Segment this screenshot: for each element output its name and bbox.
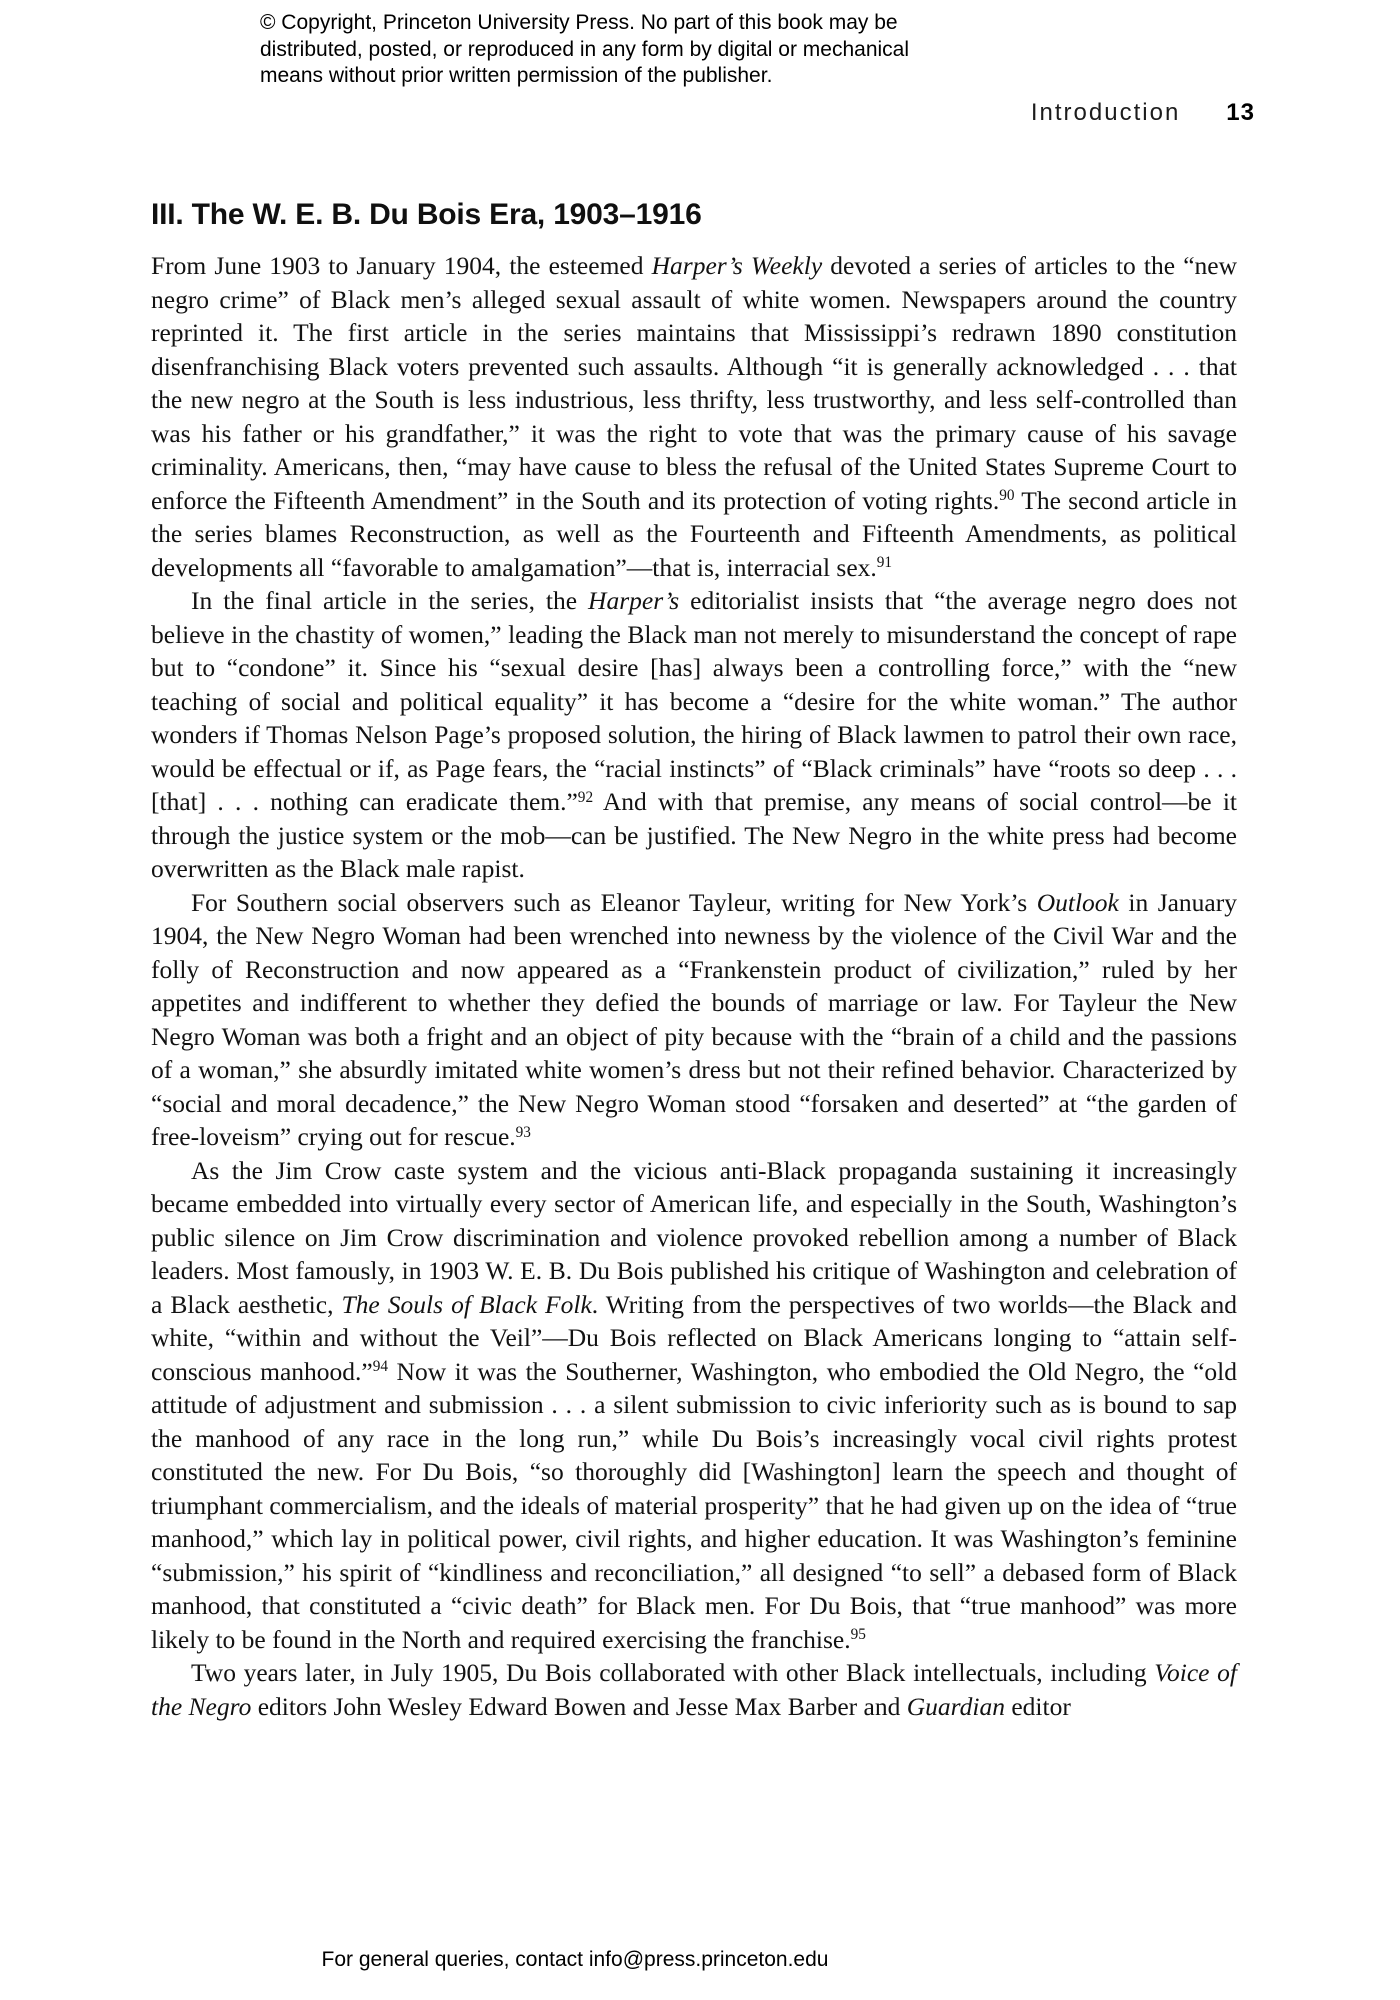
footnote-ref: 95 bbox=[850, 1626, 866, 1644]
running-header-section-title: Introduction bbox=[1030, 99, 1181, 126]
italic-title: Harper’s bbox=[588, 586, 680, 615]
article-body bbox=[151, 249, 1237, 1723]
paragraph: Two years later, in July 1905, Du Bois collaborated with other Black intellectuals, including Voice of the Negro editors John Wesley Edward Bowen and Jesse Max Barber and Guardian editor bbox=[151, 1658, 1237, 1721]
copyright-line-2: distributed, posted, or reproduced in any form by digital or mechanical bbox=[260, 37, 910, 61]
paragraph: In the final article in the series, the Harper’s editorialist insists that “the average negro does not believe in the chastity of women,” leading the Black man not merely to misunderstand the concept of rape but to “condone” it. Since his “sexual desire [has] always been a controlling force,” with the “new teaching of social and political equality” it has become a “desire for the white woman.” The author wonders if Thomas Nelson Page’s proposed solution, the hiring of Black lawmen to patrol their own race, would be effectual or if, as Page fears, the “racial instincts” of “Black criminals” have “roots so deep . . . [that] . . . nothing can eradicate them.”$^{92}$ And with that premise, any means of social control—be it through the justice system or the mob—can be justified. The New Negro in the white press had become overwritten as the Black male rapist. bbox=[151, 586, 1237, 883]
copyright-notice bbox=[260, 10, 909, 90]
italic-title: Harper’s Weekly bbox=[651, 251, 823, 280]
copyright-line-3: means without prior written permission of the publisher. bbox=[260, 64, 773, 87]
paragraph: From June 1903 to January 1904, the esteemed Harper’s Weekly devoted a series of articles to the “new negro crime” of Black men’s alleged sexual assault of white women. Newspapers around the country reprinted it. The first article in the series maintains that Mississippi’s redrawn 1890 constitution disenfranchising Black voters prevented such assaults. Although “it is generally acknowledged . . . that the new negro at the South is less industrious, less thrifty, less trustworthy, and less self-controlled than was his father or his grandfather,” it was the right to vote that was the primary cause of his savage criminality. Americans, then, “may have cause to bless the refusal of the United States Supreme Court to enforce the Fifteenth Amendment” in the South and its protection of voting rights.$^{90}$ The second article in the series blames Reconstruction, as well as the Fourteenth and Fifteenth Amendments, as political developments all “favorable to amalgamation”—that is, interracial sex.$^{91}$ bbox=[151, 251, 1237, 582]
footnote-ref: 90 bbox=[999, 487, 1015, 505]
page-footer: For general queries, contact info@press.princeton.edu bbox=[321, 1948, 829, 1971]
page-number: 13 bbox=[1226, 99, 1255, 126]
italic-title: Guardian bbox=[906, 1691, 1005, 1721]
copyright-line-1: © Copyright, Princeton University Press. No part of this book may be bbox=[260, 11, 898, 34]
paragraph: As the Jim Crow caste system and the vicious anti-Black propaganda sustaining it increasingly became embedded into virtually every sector of American life, and especially in the South, Washington’s public silence on Jim Crow discrimination and violence provoked rebellion among a number of Black leaders. Most famously, in 1903 W. E. B. Du Bois published his critique of Washington and celebration of a Black aesthetic, The Souls of Black Folk. Writing from the perspectives of two worlds—the Black and white, “within and without the Veil”—Du Bois reflected on Black Americans longing to “attain self-conscious manhood.”$^{94}$ Now it was the Southerner, Washington, who embodied the Old Negro, the “old attitude of adjustment and submission . . . a silent submission to civic inferiority such as is bound to sap the manhood of any race in the long run,” while Du Bois’s increasingly vocal civil rights protest constituted the new. For Du Bois, “so thoroughly did [Washington] learn the speech and thought of triumphant commercialism, and the ideals of material prosperity” that he had given up on the idea of “true manhood,” which lay in political power, civil rights, and higher education. It was Washington’s feminine “submission,” his spirit of “kindliness and reconciliation,” all designed “to sell” a debased form of Black manhood, that constituted a “civic death” for Black men. For Du Bois, that “true manhood” was more likely to be found in the North and required exercising the franchise.$^{95}$ bbox=[151, 1155, 1237, 1654]
running-header bbox=[150, 99, 1255, 127]
footnote-ref: 91 bbox=[876, 554, 893, 572]
italic-title: Voice of the Negro bbox=[151, 1658, 1237, 1721]
italic-title: The Souls of Black Folk bbox=[341, 1289, 592, 1319]
paragraph: For Southern social observers such as Eleanor Tayleur, writing for New York’s Outlook in January 1904, the New Negro Woman had been wrenched into newness by the violence of the Civil War and the folly of Reconstruction and now appeared as a “Frankenstein product of civilization,” ruled by her appetites and indifferent to whether they defied the bounds of marriage or law. For Tayleur the New Negro Woman was both a fright and an object of pity because with the “brain of a child and the passions of a woman,” she absurdly imitated white women’s dress but not their refined behavior. Characterized by “social and moral decadence,” the New Negro Woman stood “forsaken and deserted” at “the garden of free-loveism” crying out for rescue.$^{93}$ bbox=[151, 887, 1237, 1151]
footnote-ref: 92 bbox=[577, 788, 594, 806]
section-heading: III. The W. E. B. Du Bois Era, 1903–1916 bbox=[151, 198, 702, 231]
italic-title: Outlook bbox=[1036, 887, 1119, 917]
footnote-ref: 93 bbox=[515, 1123, 531, 1141]
footnote-ref: 94 bbox=[372, 1358, 389, 1376]
